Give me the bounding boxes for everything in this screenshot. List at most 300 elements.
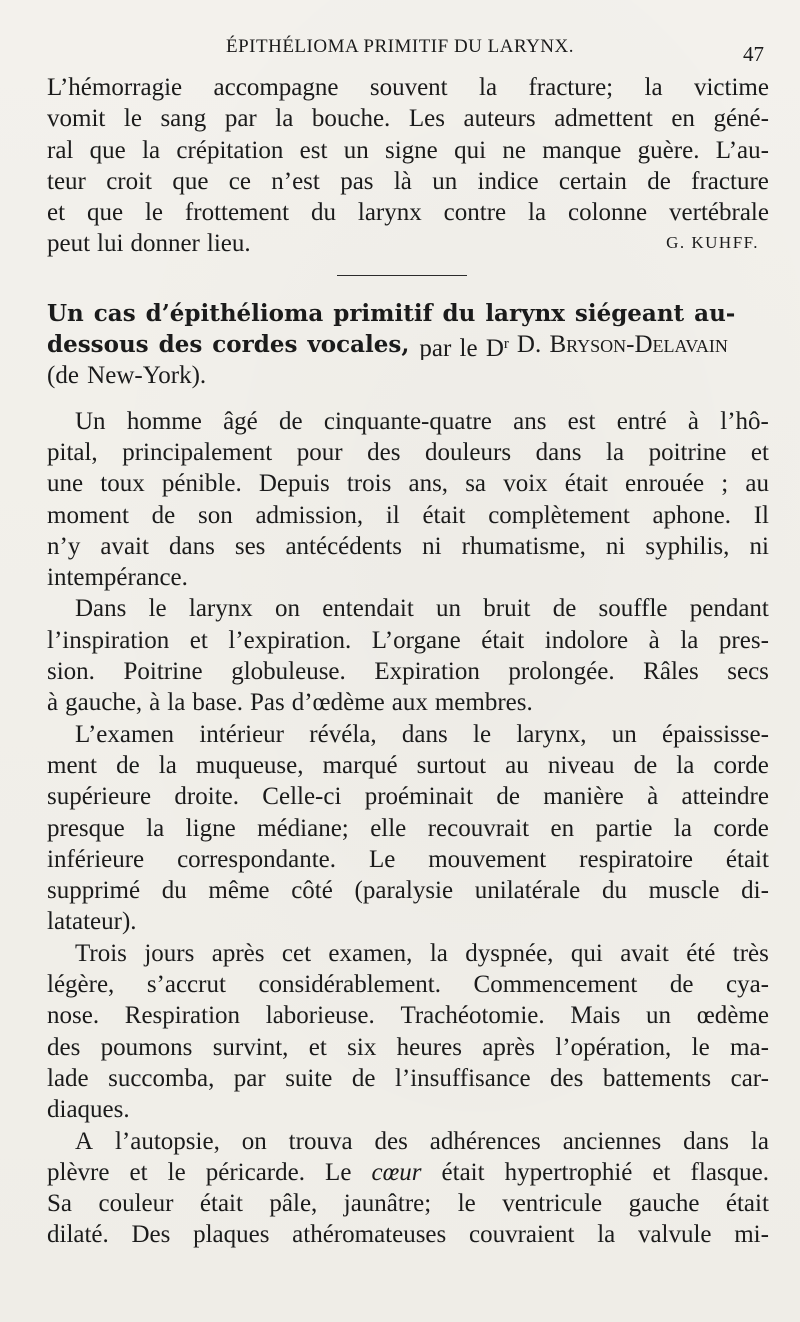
word: Dans	[75, 595, 127, 623]
word: succomba,	[108, 1064, 215, 1092]
word: enrouée	[624, 470, 705, 498]
word: n’est	[271, 167, 320, 195]
word: la	[142, 136, 161, 164]
word: auteurs	[463, 105, 536, 133]
word: qui	[454, 136, 487, 164]
word: pas	[340, 167, 374, 195]
word: antécédents	[285, 532, 403, 560]
word: la	[429, 939, 448, 967]
word: toux	[100, 470, 145, 498]
word: de	[669, 971, 694, 999]
word: six	[347, 1033, 377, 1061]
word: ventricule	[502, 1190, 603, 1218]
word: nose.	[47, 1002, 100, 1030]
word: très	[732, 939, 769, 967]
word: donner	[130, 230, 200, 258]
word: pendant	[689, 595, 769, 623]
text-line	[47, 1219, 769, 1250]
word: complètement	[488, 501, 630, 529]
text-line	[47, 969, 769, 1000]
text-line	[47, 875, 769, 906]
word: corde	[713, 814, 769, 842]
text-line	[47, 938, 769, 969]
word: ment	[47, 751, 97, 779]
word: lade	[47, 1064, 89, 1092]
word: ans,	[408, 470, 449, 498]
word: ni	[605, 532, 626, 560]
word: de	[151, 501, 176, 529]
word: des	[550, 1064, 584, 1092]
word: le	[148, 595, 167, 623]
word: L’hémorragie	[47, 74, 183, 101]
word: mi-	[734, 1221, 769, 1249]
word: pénible.	[161, 470, 242, 498]
word: n’y	[47, 532, 81, 560]
word: légère,	[47, 971, 115, 999]
word: de	[116, 751, 140, 779]
word: souvent	[369, 74, 448, 101]
word: le	[167, 1158, 186, 1186]
word: battements	[602, 1064, 712, 1092]
text-line	[47, 844, 769, 875]
word: elle	[370, 814, 407, 842]
word: lui	[97, 230, 124, 258]
word: est	[567, 407, 596, 435]
word: s’accrut	[146, 971, 226, 999]
word: Un	[75, 407, 106, 435]
word: son	[197, 501, 233, 529]
word: l’hô-	[720, 407, 769, 435]
word: souffle	[598, 595, 668, 623]
word: inférieure	[47, 845, 145, 873]
word: indolore	[544, 626, 629, 654]
word: était	[422, 501, 466, 529]
word: à	[647, 783, 659, 811]
author-name: D. Bryson-Delavain	[516, 331, 728, 359]
word: la	[597, 1221, 616, 1249]
word: là	[393, 167, 412, 195]
word: manière	[543, 783, 624, 811]
text-line	[47, 906, 769, 937]
text-line	[47, 1063, 769, 1094]
word: avait	[620, 939, 669, 967]
word: le	[123, 105, 142, 133]
word: de	[647, 167, 671, 195]
word: Le	[325, 1158, 352, 1186]
word: on	[274, 595, 300, 623]
word: moment	[47, 501, 129, 529]
word: syphilis,	[645, 532, 730, 560]
word: ;	[721, 470, 729, 498]
word: Depuis	[258, 470, 330, 498]
word: la	[606, 438, 625, 466]
text-line	[47, 687, 769, 718]
word: un	[436, 595, 462, 623]
word: sang	[160, 105, 207, 133]
text-line	[47, 656, 769, 687]
word: et	[47, 199, 66, 227]
text-line	[47, 166, 769, 197]
word: du	[601, 877, 627, 905]
word: pour	[296, 438, 343, 466]
text-line	[47, 135, 769, 166]
word: cinquante-quatre	[323, 407, 492, 435]
article-heading-text: Un cas d’épithélioma primitif du larynx siégeant au-	[47, 299, 736, 327]
word: (paralysie	[354, 877, 454, 905]
word: géné-	[713, 105, 769, 133]
word: car-	[730, 1064, 769, 1092]
word: en	[671, 105, 695, 133]
word: presque	[47, 814, 125, 842]
text-line	[47, 437, 769, 468]
word: intérieur	[199, 720, 285, 748]
word: aux	[391, 689, 428, 717]
word: la	[528, 199, 547, 227]
word: muqueuse,	[195, 751, 304, 779]
word: Respiration	[124, 1002, 241, 1030]
word: admettent	[554, 105, 653, 133]
word: Expiration	[374, 658, 480, 686]
word: médiane;	[257, 814, 349, 842]
word: signe	[385, 136, 438, 164]
word: de	[552, 595, 577, 623]
word: œdème	[696, 1002, 769, 1030]
word: et	[652, 1158, 671, 1186]
word: dans	[401, 720, 448, 748]
word: colonne	[567, 199, 648, 227]
text-line	[47, 813, 769, 844]
word: Sa	[47, 1190, 72, 1218]
word: la	[750, 1127, 769, 1155]
article-heading-line	[47, 329, 769, 360]
word: proéminait	[364, 783, 474, 811]
text-line	[47, 625, 769, 656]
word: révéla,	[309, 720, 377, 748]
word: du	[310, 199, 336, 227]
word: aphone.	[652, 501, 731, 529]
author-signature: G. KUHFF.	[666, 233, 759, 253]
word: Poitrine	[123, 658, 203, 686]
word: Pas	[249, 689, 285, 717]
word: dans	[683, 1127, 729, 1155]
text-line	[47, 1126, 769, 1157]
word: le	[473, 720, 492, 748]
running-title: ÉPITHÉLIOMA PRIMITIF DU LARYNX.	[226, 36, 574, 57]
word: Celle-ci	[262, 783, 342, 811]
word: trouva	[288, 1127, 353, 1155]
word: été	[686, 939, 716, 967]
word: de	[351, 1064, 376, 1092]
word: adhérences	[429, 1127, 541, 1155]
word: manque	[542, 136, 622, 164]
word: fracture	[691, 167, 769, 195]
word: était	[481, 626, 525, 654]
word: à	[149, 689, 161, 717]
text-line	[47, 1032, 769, 1063]
word: unilatérale	[474, 877, 581, 905]
word: gauche,	[65, 689, 143, 717]
word: voix	[503, 470, 548, 498]
word: était	[725, 845, 769, 873]
text-line	[47, 719, 769, 750]
word: pres-	[718, 626, 769, 654]
word: du	[161, 877, 187, 905]
word: homme	[126, 407, 202, 435]
word: la	[676, 751, 695, 779]
word: fracture;	[528, 74, 614, 101]
word: le	[457, 1190, 476, 1218]
word: Trois	[75, 939, 127, 967]
word: que	[172, 167, 209, 195]
word: douleurs	[424, 438, 512, 466]
word: heures	[396, 1033, 462, 1061]
word: anciennes	[562, 1127, 662, 1155]
article-heading-text: dessous des cordes vocales,	[47, 331, 410, 359]
text-line	[47, 562, 769, 593]
text-line	[47, 593, 769, 624]
word: par	[233, 1064, 266, 1092]
word: survint,	[212, 1033, 289, 1061]
word: est	[299, 136, 328, 164]
word: Le	[368, 845, 396, 873]
word: suite	[285, 1064, 333, 1092]
word: secs	[727, 658, 769, 686]
word: la	[673, 814, 692, 842]
word: athéromateuses	[292, 1221, 447, 1249]
word: des	[367, 438, 401, 466]
word: Il	[753, 501, 769, 529]
word: Mais	[570, 1002, 621, 1030]
word: plaques	[193, 1221, 270, 1249]
word: des	[47, 1033, 81, 1061]
word: âgé	[223, 407, 258, 435]
word: diaques.	[47, 1096, 130, 1124]
word: prolongée.	[508, 658, 615, 686]
word: de	[633, 751, 658, 779]
word: Commencement	[473, 971, 638, 999]
word: marqué	[322, 751, 398, 779]
word: il	[385, 501, 400, 529]
word: épaississe-	[662, 720, 769, 748]
word: contre	[443, 199, 507, 227]
text-line	[47, 406, 769, 437]
word: principalement	[122, 438, 273, 466]
word: que	[86, 199, 124, 227]
word: était	[441, 1158, 485, 1186]
word: valvule	[637, 1221, 712, 1249]
word: vomit	[47, 105, 106, 133]
word: la	[167, 689, 186, 717]
word: globuleuse.	[231, 658, 346, 686]
text-line	[47, 197, 769, 228]
author-location: (de New-York).	[47, 362, 207, 390]
byline-prefix: par le $D^r$	[419, 335, 509, 361]
word: latateur).	[47, 908, 137, 936]
word: dyspnée,	[465, 939, 554, 967]
word: peut	[47, 230, 91, 258]
word: correspondante.	[177, 845, 337, 873]
word: et	[129, 1158, 148, 1186]
word: à	[648, 626, 660, 654]
word: une	[47, 470, 84, 498]
word: membres.	[434, 689, 533, 717]
word: ni	[749, 532, 769, 560]
word: considérablement.	[258, 971, 442, 999]
page-header	[0, 36, 800, 70]
word: un	[432, 167, 458, 195]
word: cœur	[371, 1158, 422, 1186]
word: qui	[570, 939, 603, 967]
word: la	[479, 74, 498, 101]
article-heading-line	[47, 298, 769, 329]
word: trois	[346, 470, 392, 498]
word: ma-	[730, 1033, 769, 1061]
word: crépitation	[176, 136, 284, 164]
word: rhumatisme,	[461, 532, 586, 560]
word: L’au-	[715, 136, 769, 164]
word: supérieure	[47, 783, 152, 811]
word: la	[146, 814, 165, 842]
word: on	[241, 1127, 267, 1155]
word: ligne	[185, 814, 236, 842]
word: gauche	[628, 1190, 700, 1218]
word: lieu.	[206, 230, 251, 258]
word: que	[89, 136, 126, 164]
word: au	[505, 751, 529, 779]
word: larynx	[357, 199, 422, 227]
word: dilaté.	[47, 1221, 109, 1249]
word: à	[687, 407, 700, 435]
word: atteindre	[681, 783, 769, 811]
word: l’autopsie,	[114, 1127, 220, 1155]
word: croit	[106, 167, 153, 195]
word: un	[343, 136, 369, 164]
word: partie	[595, 814, 653, 842]
text-line	[47, 1157, 769, 1188]
word: sion.	[47, 658, 95, 686]
page-body	[47, 72, 769, 1251]
word: Trachéotomie.	[400, 1002, 545, 1030]
word: avait	[100, 532, 149, 560]
word: indice	[477, 167, 539, 195]
word: ne	[502, 136, 526, 164]
text-line	[47, 1188, 769, 1219]
word: couleur	[98, 1190, 174, 1218]
word: le	[144, 199, 164, 227]
word: et	[750, 438, 769, 466]
text-line	[47, 228, 769, 259]
word: péricarde.	[205, 1158, 305, 1186]
word: de	[279, 407, 303, 435]
word: d’œdème	[291, 689, 385, 717]
word: supprimé	[47, 877, 141, 905]
word: larynx,	[516, 720, 587, 748]
word: hypertrophié	[504, 1158, 633, 1186]
word: par	[224, 105, 257, 133]
word: était	[564, 470, 608, 498]
word: pital,	[47, 438, 98, 466]
word: l’inspiration	[47, 626, 170, 654]
word: et	[308, 1033, 327, 1061]
word: mouvement	[428, 845, 547, 873]
word: ral	[47, 136, 74, 164]
word: après	[482, 1033, 536, 1061]
word: le	[691, 1033, 710, 1061]
word: jours	[144, 939, 195, 967]
word: niveau	[547, 751, 615, 779]
word: même	[208, 877, 270, 905]
word: accompagne	[213, 74, 339, 101]
word: L’organe	[371, 626, 461, 654]
word: Râles	[643, 658, 699, 686]
word: était	[199, 1190, 243, 1218]
text-line	[47, 72, 769, 103]
word: un	[646, 1002, 672, 1030]
word: cya-	[725, 971, 769, 999]
word: certain	[558, 167, 627, 195]
word: bouche.	[311, 105, 391, 133]
text-line	[47, 1094, 769, 1125]
word: di-	[741, 877, 769, 905]
word: au	[745, 470, 769, 498]
text-line	[47, 500, 769, 531]
text-line	[47, 750, 769, 781]
word: recouvrait	[427, 814, 530, 842]
word: respiratoire	[579, 845, 693, 873]
word: base.	[192, 689, 243, 717]
word: poumons	[100, 1033, 193, 1061]
word: côté	[291, 877, 333, 905]
text-line	[47, 468, 769, 499]
page-number: 47	[743, 42, 764, 66]
word: larynx	[188, 595, 253, 623]
word: en	[550, 814, 575, 842]
word: la	[158, 751, 177, 779]
word: laborieuse.	[265, 1002, 375, 1030]
word: droite.	[174, 783, 239, 811]
word: plèvre	[47, 1158, 110, 1186]
word: surtout	[416, 751, 487, 779]
word: couvraient	[468, 1221, 575, 1249]
word: entendait	[322, 595, 414, 623]
word: dans	[535, 438, 582, 466]
word: jaunâtre;	[343, 1190, 432, 1218]
word: ses	[234, 532, 266, 560]
word: un	[611, 720, 637, 748]
word: L’examen	[75, 720, 175, 748]
word: l’expiration.	[228, 626, 352, 654]
word: ans	[513, 407, 547, 435]
word: victime	[693, 74, 769, 101]
text-line	[47, 103, 769, 134]
word: flasque.	[690, 1158, 769, 1186]
word: sa	[465, 470, 487, 498]
word: la	[275, 105, 294, 133]
word: Des	[131, 1221, 171, 1249]
word: A	[75, 1127, 94, 1155]
word: frottement	[184, 199, 290, 227]
word: bruit	[483, 595, 531, 623]
word: Les	[408, 105, 445, 133]
word: guère.	[637, 136, 700, 164]
word: des	[374, 1127, 408, 1155]
word: ni	[422, 532, 442, 560]
word: la	[644, 74, 663, 101]
word: après	[211, 939, 265, 967]
word: teur	[47, 167, 86, 195]
word: à	[47, 689, 59, 717]
word: ce	[228, 167, 251, 195]
